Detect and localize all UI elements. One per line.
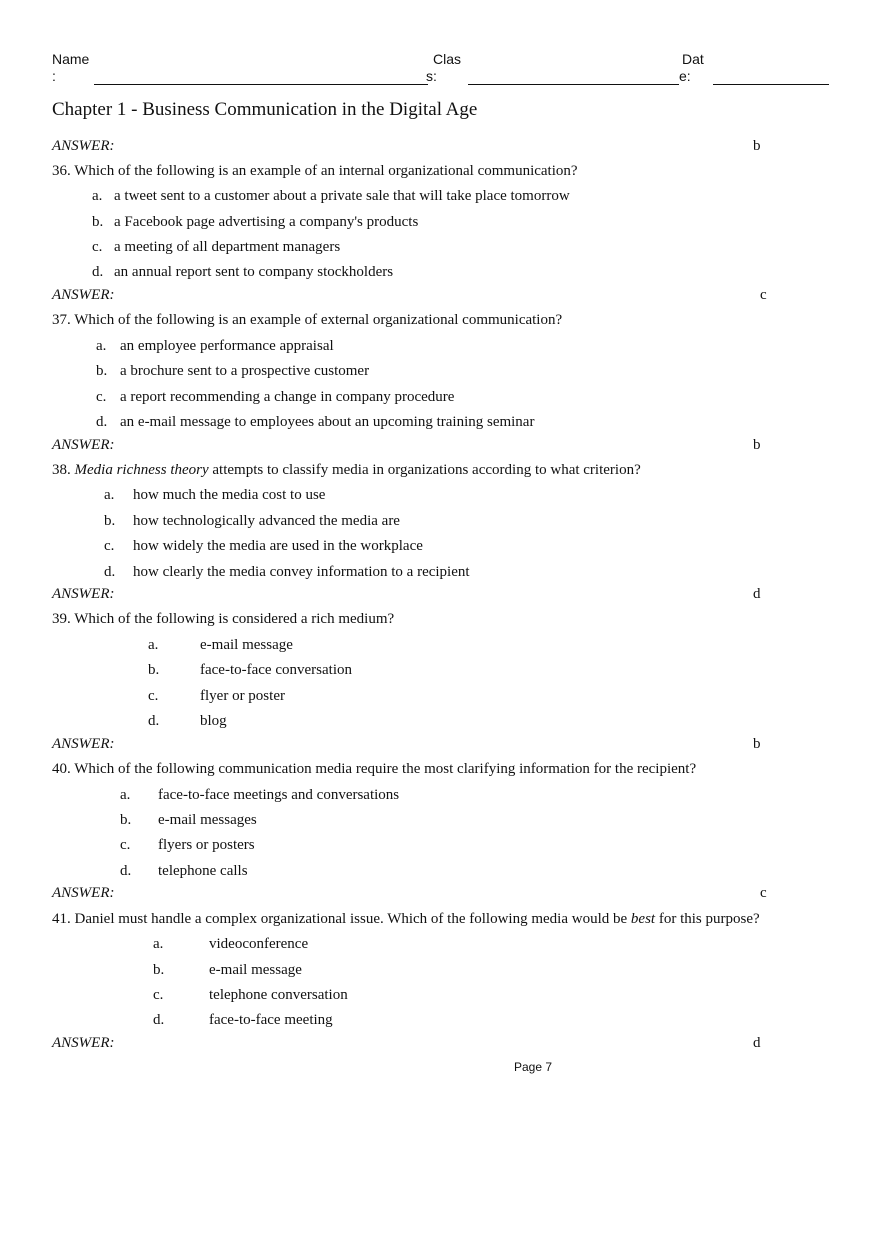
question-text: Which of the following is considered a rich medium? — [74, 611, 395, 627]
question-number: 40. — [52, 761, 71, 777]
option-letter: d. — [92, 264, 104, 280]
option-text: a meeting of all department managers — [114, 239, 341, 255]
option-text: a Facebook page advertising a company's products — [114, 214, 419, 230]
answer-value: c — [760, 287, 767, 303]
option-letter: a. — [96, 338, 107, 354]
option-letter: b. — [120, 812, 132, 828]
question-number: 39. — [52, 611, 71, 627]
option-letter: b. — [96, 363, 108, 379]
question-39 — [52, 609, 394, 629]
class-label-colon: s: — [426, 68, 437, 84]
answer-value: b — [753, 138, 761, 154]
option-text: videoconference — [209, 936, 309, 952]
option-text: how technologically advanced the media are — [133, 513, 400, 529]
option-letter: a. — [120, 787, 131, 803]
question-text: Which of the following is an example of an internal organizational communication? — [74, 163, 578, 179]
question-38 — [52, 460, 641, 480]
option-letter: a. — [148, 637, 159, 653]
name-label: Name — [52, 51, 90, 67]
option-text: telephone conversation — [209, 987, 348, 1003]
option-letter: c. — [96, 389, 107, 405]
question-text-italic: Media richness theory — [74, 462, 209, 478]
class-field-line — [468, 84, 679, 85]
answer-label: ANSWER: — [52, 586, 115, 602]
option-text: telephone calls — [158, 863, 248, 879]
option-letter: a. — [153, 936, 164, 952]
date-label-colon: e: — [679, 68, 691, 84]
option-letter: c. — [148, 688, 159, 704]
option-letter: b. — [104, 513, 116, 529]
answer-value: c — [760, 885, 767, 901]
option-text: e-mail messages — [158, 812, 257, 828]
question-text: Daniel must handle a complex organizational issue. Which of the following media would be — [74, 911, 631, 927]
question-text-end: for this purpose? — [655, 911, 760, 927]
option-letter: d. — [153, 1012, 165, 1028]
option-text: an e-mail message to employees about an upcoming training seminar — [120, 414, 535, 430]
option-text: how much the media cost to use — [133, 487, 326, 503]
option-text: e-mail message — [200, 637, 293, 653]
option-text: flyers or posters — [158, 837, 255, 853]
option-text: an employee performance appraisal — [120, 338, 334, 354]
chapter-title: Chapter 1 - Business Communication in the Digital Age — [52, 99, 478, 120]
name-field-line — [94, 84, 428, 85]
option-text: how clearly the media convey information to a recipient — [133, 564, 470, 580]
question-text: attempts to classify media in organizations according to what criterion? — [208, 462, 641, 478]
option-text: an annual report sent to company stockholders — [114, 264, 394, 280]
answer-value: d — [753, 1035, 761, 1051]
question-text: Which of the following communication media require the most clarifying information for the recipient? — [74, 761, 697, 777]
option-letter: c. — [92, 239, 103, 255]
option-text: face-to-face meeting — [209, 1012, 333, 1028]
option-text: e-mail message — [209, 962, 302, 978]
option-letter: b. — [153, 962, 165, 978]
option-letter: d. — [120, 863, 132, 879]
answer-label: ANSWER: — [52, 736, 115, 752]
answer-label: ANSWER: — [52, 1035, 115, 1051]
class-label: Clas — [433, 51, 462, 67]
option-text: flyer or poster — [200, 688, 285, 704]
option-text: face-to-face meetings and conversations — [158, 787, 400, 803]
question-text: Which of the following is an example of external organizational communication? — [74, 312, 563, 328]
option-letter: c. — [120, 837, 131, 853]
option-letter: a. — [92, 188, 103, 204]
answer-label: ANSWER: — [52, 885, 115, 901]
option-letter: d. — [104, 564, 116, 580]
date-label: Dat — [682, 51, 704, 67]
option-letter: b. — [148, 662, 160, 678]
question-37 — [52, 310, 562, 330]
option-letter: a. — [104, 487, 115, 503]
question-number: 38. — [52, 462, 71, 478]
question-number: 37. — [52, 312, 71, 328]
option-text: blog — [200, 713, 227, 729]
option-text: a tweet sent to a customer about a private sale that will take place tomorrow — [114, 188, 570, 204]
option-letter: b. — [92, 214, 104, 230]
option-text: a report recommending a change in company procedure — [120, 389, 455, 405]
option-letter: c. — [153, 987, 164, 1003]
answer-label: ANSWER: — [52, 437, 115, 453]
question-40 — [52, 759, 696, 779]
option-text: a brochure sent to a prospective customer — [120, 363, 370, 379]
answer-label: ANSWER: — [52, 138, 115, 154]
question-number: 41. — [52, 911, 71, 927]
option-text: face-to-face conversation — [200, 662, 352, 678]
question-36 — [52, 161, 578, 181]
answer-value: b — [753, 437, 761, 453]
answer-value: d — [753, 586, 761, 602]
name-label-colon: : — [52, 68, 56, 84]
answer-value: b — [753, 736, 761, 752]
option-letter: c. — [104, 538, 115, 554]
date-field-line — [713, 84, 829, 85]
page-number: Page 7 — [513, 1060, 553, 1074]
option-text: how widely the media are used in the workplace — [133, 538, 423, 554]
answer-label: ANSWER: — [52, 287, 115, 303]
question-text-italic: best — [630, 911, 656, 927]
question-41 — [52, 909, 760, 929]
question-number: 36. — [52, 163, 71, 179]
option-letter: d. — [148, 713, 160, 729]
option-letter: d. — [96, 414, 108, 430]
